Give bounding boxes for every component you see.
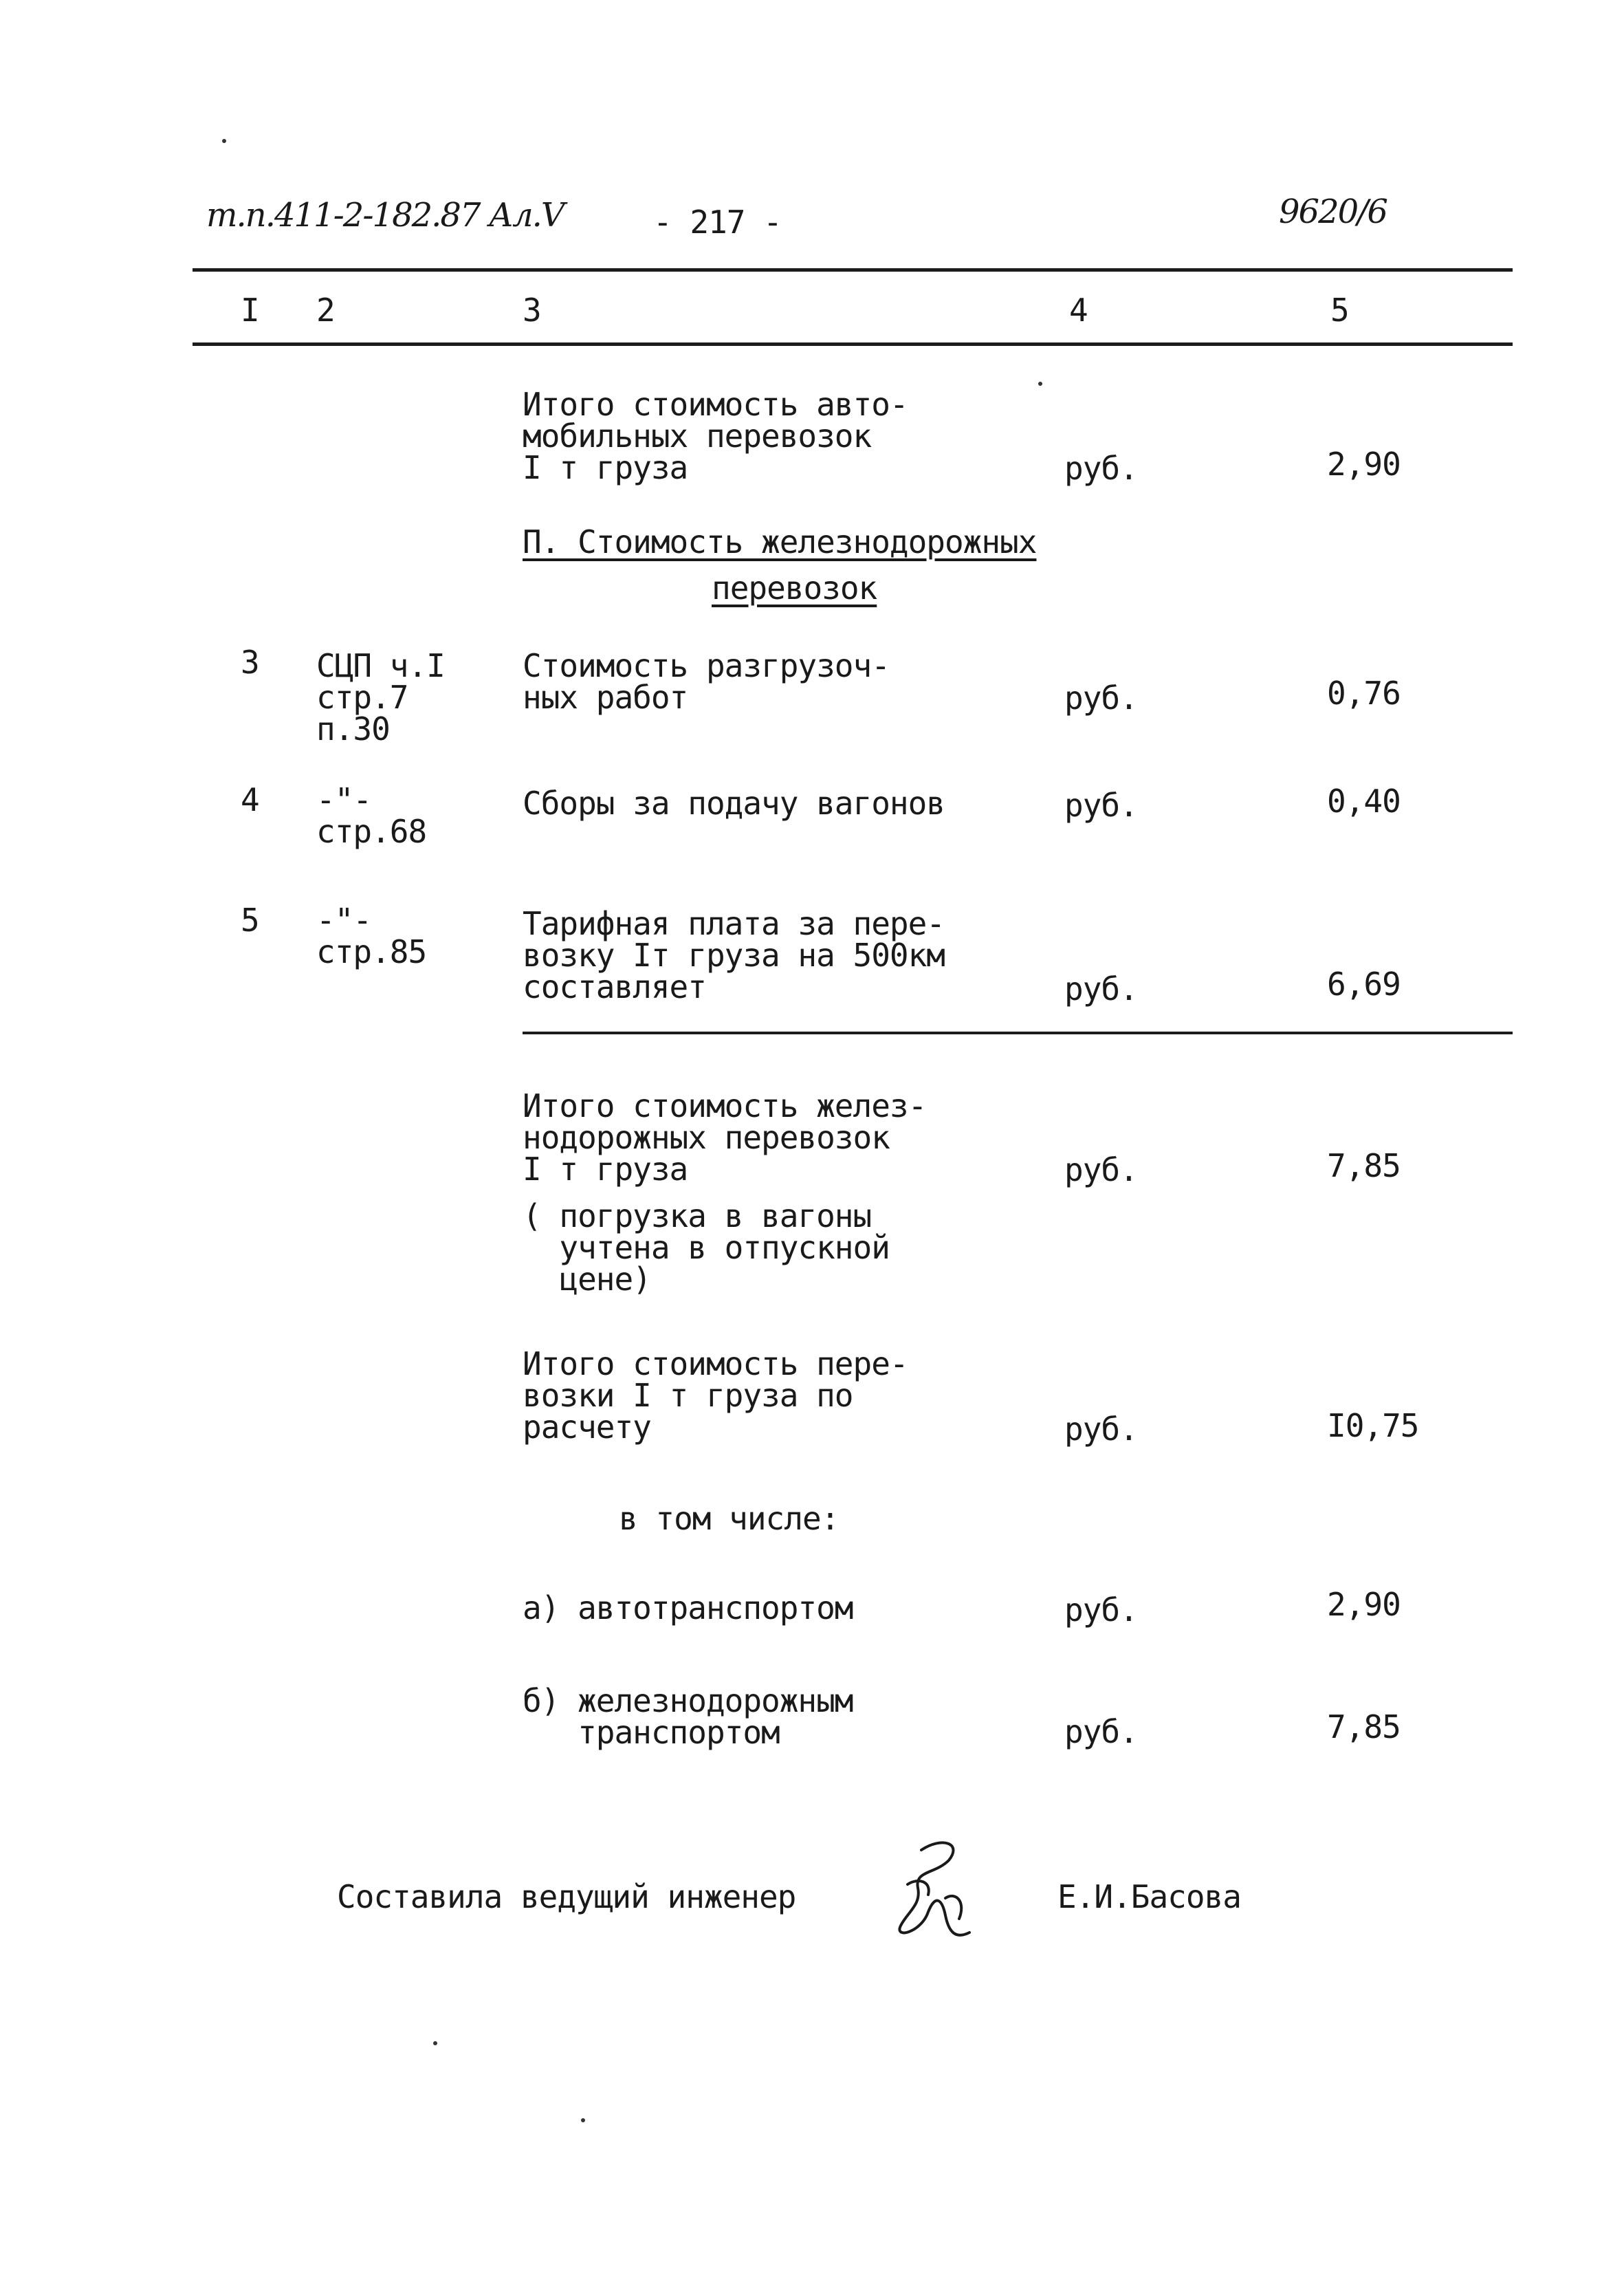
scan-speck xyxy=(1038,382,1042,386)
section-title-line2: перевозок xyxy=(712,569,877,607)
row-4-source: -"- стр.68 xyxy=(316,781,427,850)
subtotal-rule xyxy=(523,1032,1513,1034)
scan-speck xyxy=(581,2118,585,2122)
row-5-source: -"- стр.85 xyxy=(316,902,427,970)
document-code: т.п.411-2-182.87 Ал.V xyxy=(206,196,564,235)
column-header-4: 4 xyxy=(1069,292,1088,329)
subtotal-rail-value: 7,85 xyxy=(1327,1708,1401,1745)
rail-transport-total-text: Итого стоимость желез- нодорожных перевозок I т груза xyxy=(523,1087,927,1188)
row-3-number: 3 xyxy=(241,644,259,681)
column-header-5: 5 xyxy=(1330,292,1349,329)
row-4-value: 0,40 xyxy=(1327,783,1401,820)
scan-speck xyxy=(222,139,226,143)
row-5-value: 6,69 xyxy=(1327,966,1401,1003)
composed-by-label: Составила ведущий инженер xyxy=(337,1878,796,1915)
column-header-1: I xyxy=(241,292,259,329)
rail-transport-total-value: 7,85 xyxy=(1327,1147,1401,1184)
composer-name: Е.И.Басова xyxy=(1057,1878,1241,1915)
subtotal-rail-unit: руб. xyxy=(1064,1713,1138,1750)
auto-transport-total-value: 2,90 xyxy=(1327,446,1401,483)
row-3-value: 0,76 xyxy=(1327,675,1401,712)
including-label: в том числе: xyxy=(619,1500,840,1537)
rail-transport-note: ( погрузка в вагоны учтена в отпускной цене) xyxy=(523,1197,890,1298)
row-3-unit: руб. xyxy=(1064,679,1138,717)
column-header-3: 3 xyxy=(523,292,541,329)
row-4-unit: руб. xyxy=(1064,787,1138,824)
row-3-text: Стоимость разгрузоч- ных работ xyxy=(523,647,890,716)
page-number: - 217 - xyxy=(653,204,782,241)
subtotal-auto-unit: руб. xyxy=(1064,1591,1138,1629)
rail-transport-total-unit: руб. xyxy=(1064,1151,1138,1188)
row-3-source: СЦП ч.I стр.7 п.30 xyxy=(316,647,445,748)
auto-transport-total-unit: руб. xyxy=(1064,450,1138,487)
grand-total-unit: руб. xyxy=(1064,1411,1138,1448)
header-top-rule xyxy=(193,268,1513,272)
row-5-text: Тарифная плата за пере- возку Iт груза на 500км составляет xyxy=(523,905,945,1005)
auto-transport-total-text: Итого стоимость авто- мобильных перевозок I т груза xyxy=(523,386,908,486)
grand-total-text: Итого стоимость пере- возки I т груза по расчету xyxy=(523,1345,908,1446)
subtotal-auto-value: 2,90 xyxy=(1327,1586,1401,1623)
subtotal-rail-text: б) железнодорожным транспортом xyxy=(523,1682,853,1751)
grand-total-value: I0,75 xyxy=(1327,1407,1419,1444)
section-title-line1: П. Стоимость железнодорожных xyxy=(523,523,1037,560)
row-4-number: 4 xyxy=(241,781,259,818)
header-bottom-rule xyxy=(193,342,1513,346)
column-header-2: 2 xyxy=(316,292,335,329)
subtotal-auto-text: а) автотранспортом xyxy=(523,1589,853,1626)
row-5-number: 5 xyxy=(241,902,259,939)
signature xyxy=(880,1829,990,1946)
row-4-text: Сборы за подачу вагонов xyxy=(523,785,945,822)
scan-speck xyxy=(433,2041,437,2045)
row-5-unit: руб. xyxy=(1064,970,1138,1008)
sheet-reference: 9620/6 xyxy=(1279,193,1387,231)
